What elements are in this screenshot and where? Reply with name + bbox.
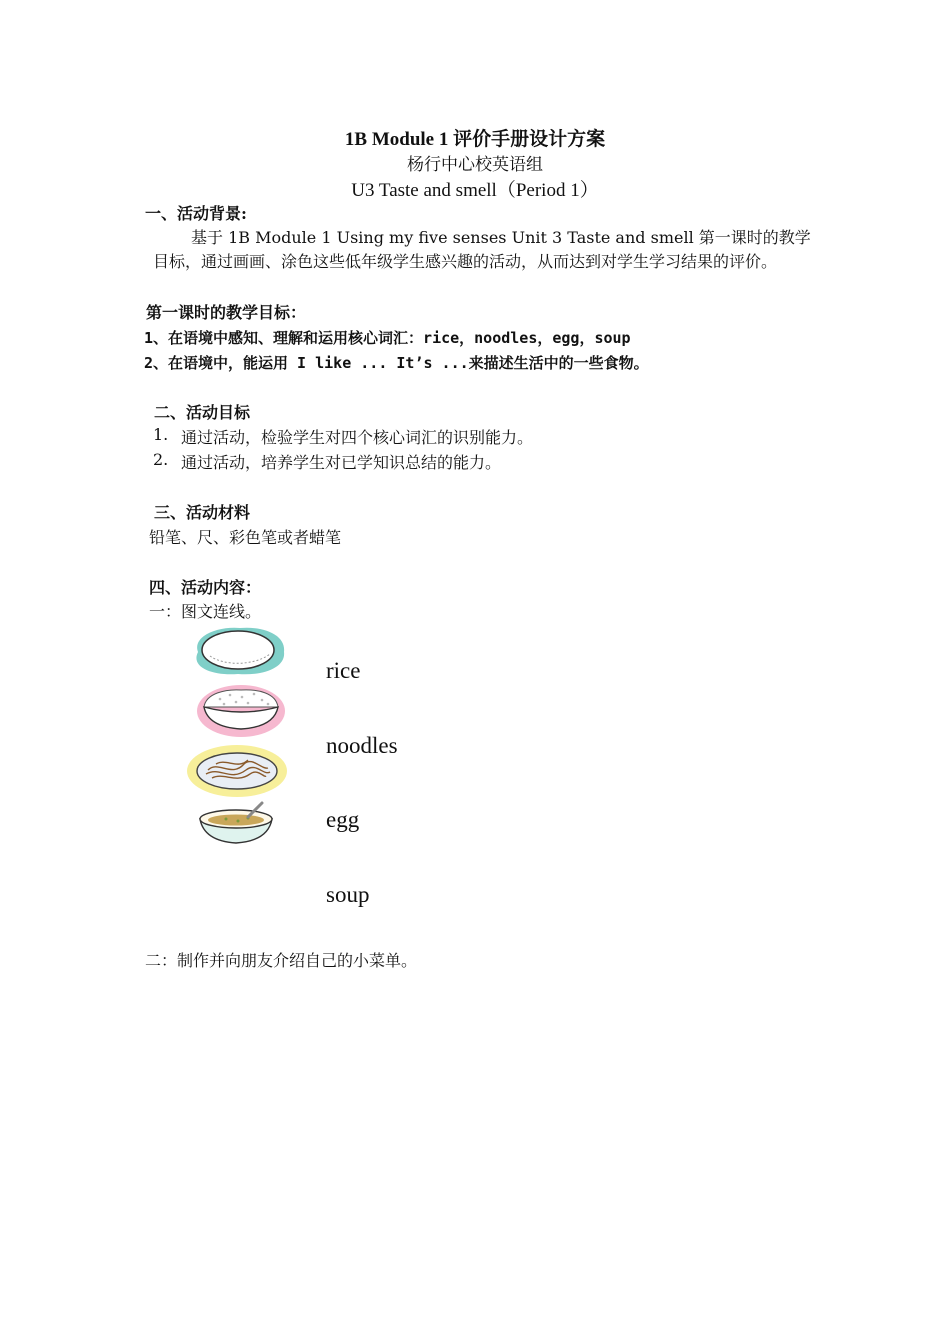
objective-1-text: 通过活动，检验学生对四个核心词汇的识别能力。 <box>181 428 534 447</box>
soup-bowl-icon <box>198 801 274 845</box>
background-paragraph: 基于 1B Module 1 Using my five senses Unit 3 Taste and smell 第一课时的教学目标，通过画画、涂色这些低年级学生感兴趣的活动，从而达到对学生学习结果的评价。 <box>153 228 811 271</box>
noodles-plate-icon <box>186 744 288 798</box>
rice-bowl-icon <box>196 683 286 739</box>
section4-heading: 四、活动内容： <box>149 578 262 597</box>
goals-heading: 第一课时的教学目标： <box>146 303 307 322</box>
word-noodles: noodles <box>326 733 398 758</box>
word-soup: soup <box>326 882 370 907</box>
section2-heading: 二、活动目标 <box>154 403 251 422</box>
objective-2-num: 2. <box>153 450 169 469</box>
goal-1: 1、在语境中感知、理解和运用核心词汇：rice，noodles，egg，soup <box>144 329 631 347</box>
word-egg: egg <box>326 807 360 832</box>
task1-text: 一：图文连线。 <box>149 602 262 621</box>
section1-heading: 一、活动背景: <box>145 204 247 223</box>
page-title: 1B Module 1 评价手册设计方案 <box>344 129 606 150</box>
task2-text: 二：制作并向朋友介绍自己的小菜单。 <box>145 951 418 970</box>
unit-title: U3 Taste and smell（Period 1） <box>351 180 599 201</box>
egg-icon <box>188 622 288 678</box>
materials-text: 铅笔、尺、彩色笔或者蜡笔 <box>149 528 342 547</box>
word-rice: rice <box>326 658 361 683</box>
objective-1-num: 1. <box>153 425 169 444</box>
section3-heading: 三、活动材料 <box>154 503 251 522</box>
goal-2: 2、在语境中，能运用 I like ... It’s ...来描述生活中的一些食物。 <box>144 354 649 372</box>
objective-2-text: 通过活动，培养学生对已学知识总结的能力。 <box>181 453 502 472</box>
school-name: 杨行中心校英语组 <box>407 155 543 175</box>
